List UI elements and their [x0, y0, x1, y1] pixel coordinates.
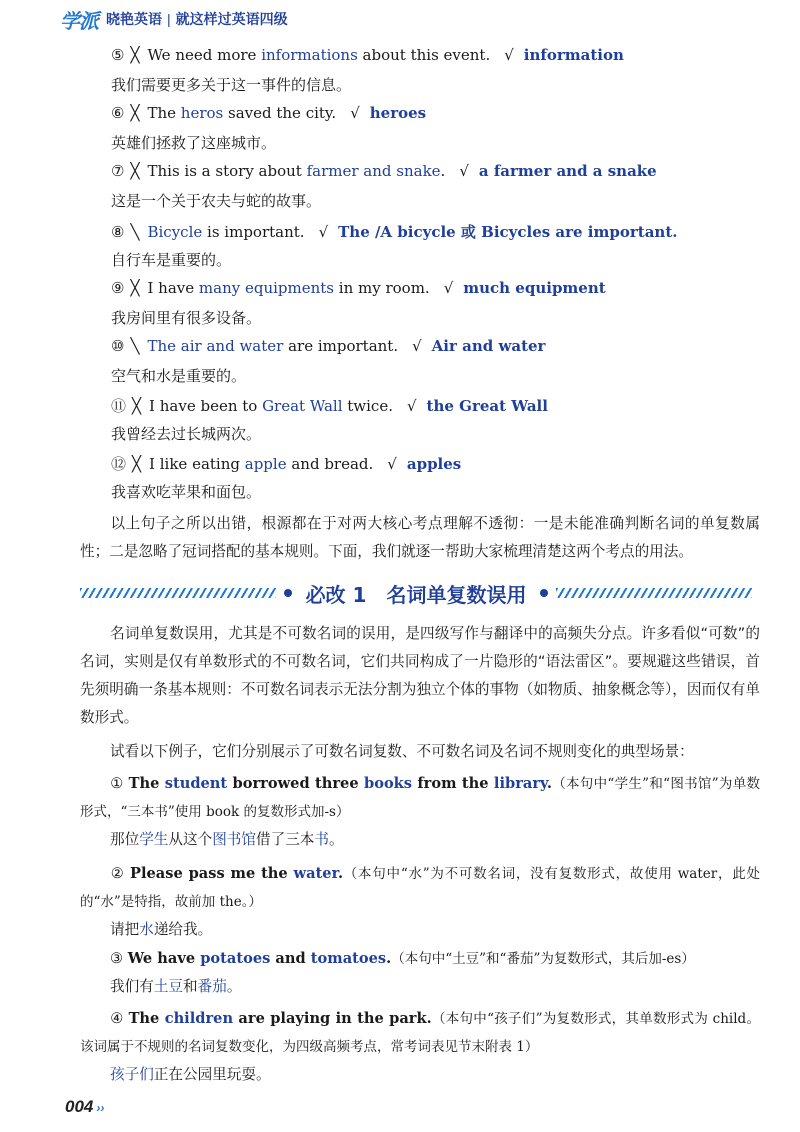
keyword-highlight: 书: [314, 831, 329, 848]
chinese-translation: [80, 831, 344, 848]
sentence-text: are playing in the park.: [233, 1010, 432, 1027]
sentence-text: This is a story about: [147, 162, 307, 181]
wrong-mark-icon: ╳: [132, 455, 142, 474]
grammar-note: （本句中“水”为不可数名词，没有复数形式，故使用 water，此处的“水”是特指，故前加 the。）: [80, 866, 760, 910]
keyword-highlight: water: [293, 865, 338, 882]
check-mark-icon: √: [406, 397, 417, 416]
keyword-highlight: 土豆: [153, 978, 183, 995]
banner-dot-left: [284, 589, 292, 597]
check-mark-icon: √: [504, 46, 514, 64]
grammar-note: （本句中“土豆”和“番茄”为复数形式，其后加-es）: [391, 951, 695, 967]
translation-text: 那位: [110, 831, 140, 848]
page-header: [60, 6, 288, 32]
wrong-mark-icon: ╳: [132, 397, 142, 416]
grammar-note: （本句中“学生”和“图书馆”为单数形式，“三本书”使用 book 的复数形式加-s）: [80, 776, 760, 820]
error-highlight: Great Wall: [262, 397, 343, 416]
correction: a farmer and a snake: [478, 162, 657, 181]
sentence-text: are important.: [283, 337, 399, 355]
chinese-translation: 英雄们拯救了这座城市。: [111, 134, 277, 153]
example-sentence: [111, 46, 624, 64]
error-highlight: many equipments: [198, 278, 335, 297]
banner-dot-right: [540, 589, 548, 597]
sample-block: [80, 770, 760, 854]
section-title: 必改 1 名词单复数误用: [305, 582, 527, 607]
wrong-mark-icon: ╳: [130, 104, 140, 123]
sentence-text: The: [128, 1010, 165, 1027]
intro-paragraph: 名词单复数误用，尤其是不可数名词的误用，是四级写作与翻译中的高频失分点。许多看似“可数”的名词，实则是仅有单数形式的不可数名词，它们共同构成了一片隐形的“语法雷区”。要规避这些错误，首先须明确一条基本规则：不可数名词表示无法分割为独立个体的事物（如物质、抽象概念等），因而仅有单数形式。: [80, 625, 760, 726]
sentence-text: .: [386, 950, 392, 967]
sentence-text: The: [128, 775, 165, 792]
grammar-note: （本句中“孩子们”为复数形式，其单数形式为 child。该词属于不规则的名词复数变化，为四级高频考点，常考词表见节末附表 1）: [80, 1011, 760, 1055]
wrong-mark-icon: ╲: [130, 337, 140, 355]
translation-text: 正在公园里玩耍。: [153, 1066, 271, 1083]
keyword-highlight: 图书馆: [212, 831, 256, 848]
example-number: ⑨: [111, 278, 125, 297]
wrong-mark-icon: ╲: [130, 222, 140, 241]
keyword-highlight: tomatoes: [310, 950, 387, 967]
sample-number: ④: [110, 1010, 129, 1027]
error-highlight: apple: [244, 455, 287, 474]
chinese-translation: 这是一个关于农夫与蛇的故事。: [111, 192, 322, 211]
correction: heroes: [369, 104, 427, 123]
example-number: ⑩: [111, 337, 125, 355]
chinese-translation: [80, 978, 241, 995]
book-title: 就这样过英语四级: [175, 11, 288, 27]
sentence-text: from the: [412, 775, 494, 792]
example-number: ⑧: [111, 222, 125, 241]
error-highlight: Bicycle: [147, 222, 203, 241]
error-highlight: heros: [180, 104, 224, 123]
sentence-text: .: [440, 162, 446, 181]
check-mark-icon: √: [318, 222, 329, 241]
example-sentence: [111, 221, 677, 242]
sentence-text: borrowed three: [227, 775, 364, 792]
arrow-icon: ››: [96, 1101, 105, 1115]
translation-text: 。: [329, 831, 344, 848]
sentence-text: I have: [147, 278, 199, 297]
sentence-text: is important.: [202, 222, 305, 241]
keyword-highlight: potatoes: [200, 950, 271, 967]
sentence-text: .: [546, 775, 552, 792]
example-number: ⑤: [111, 46, 125, 64]
keyword-highlight: 水: [139, 921, 154, 938]
sample-block: [80, 860, 760, 944]
sentence-text: twice.: [342, 397, 393, 416]
sentence-text: I have been to: [149, 397, 263, 416]
example-number: ⑥: [111, 104, 125, 123]
sample-block: [80, 1005, 760, 1089]
translation-text: 我们有: [110, 978, 154, 995]
chinese-translation: 我房间里有很多设备。: [111, 308, 262, 327]
check-mark-icon: √: [443, 278, 454, 297]
example-number: ⑦: [111, 162, 125, 181]
sentence-text: Please pass me the: [129, 865, 294, 882]
keyword-highlight: student: [164, 775, 228, 792]
sample-block: [80, 945, 760, 1001]
error-highlight: farmer and snake: [306, 162, 441, 181]
check-mark-icon: √: [387, 455, 397, 474]
sample-number: ③: [110, 950, 128, 967]
sentence-text: We need more: [147, 46, 262, 64]
correction: The /A bicycle 或 Bicycles are important.: [338, 222, 678, 241]
correction: Air and water: [431, 337, 546, 355]
chinese-translation: [80, 1066, 271, 1083]
summary-paragraph: 以上句子之所以出错，根源都在于对两大核心考点理解不透彻：一是未能准确判断名词的单复数属性；二是忽略了冠词搭配的基本规则。下面，我们就逐一帮助大家梳理清楚这两个考点的用法。: [80, 515, 760, 560]
chinese-translation: 我们需要更多关于这一事件的信息。: [111, 76, 352, 94]
publisher-logo: 学派: [60, 10, 98, 33]
section-banner: [80, 578, 752, 608]
translation-text: 。: [226, 978, 242, 995]
wrong-mark-icon: ╳: [130, 162, 140, 181]
wrong-mark-icon: ╳: [130, 278, 140, 297]
correction: the Great Wall: [426, 397, 548, 416]
check-mark-icon: √: [350, 104, 360, 123]
error-highlight: informations: [261, 46, 358, 64]
translation-text: 从这个: [168, 831, 213, 848]
sentence-text: and bread.: [286, 455, 374, 474]
keyword-highlight: 学生: [139, 831, 169, 848]
keyword-highlight: books: [364, 775, 412, 792]
translation-text: 借了三本: [256, 831, 315, 848]
sentence-text: The: [147, 104, 181, 123]
sentence-text: I like eating: [149, 455, 245, 474]
example-sentence: [111, 162, 657, 180]
keyword-highlight: 孩子们: [110, 1066, 154, 1083]
banner-hatch-right: [556, 588, 752, 598]
example-sentence: [111, 337, 545, 355]
page-number: 004 ››: [65, 1097, 105, 1116]
sentence-text: in my room.: [334, 278, 430, 297]
example-number: ⑫: [111, 455, 127, 474]
keyword-highlight: library: [493, 775, 547, 792]
keyword-highlight: 番茄: [197, 978, 227, 995]
check-mark-icon: √: [459, 162, 469, 181]
lead-sentence: 试看以下例子，它们分别展示了可数名词复数、不可数名词及名词不规则变化的典型场景：: [110, 743, 694, 760]
chinese-translation: 我喜欢吃苹果和面包。: [111, 483, 262, 502]
translation-text: 请把: [110, 921, 140, 938]
sentence-text: and: [270, 950, 311, 967]
translation-text: 和: [183, 978, 198, 995]
sample-number: ②: [110, 865, 130, 882]
correction: apples: [406, 455, 462, 474]
sentence-text: .: [337, 865, 344, 882]
chinese-translation: 自行车是重要的。: [111, 250, 232, 269]
header-separator: |: [167, 11, 171, 27]
example-sentence: [111, 104, 426, 122]
chinese-translation: 我曾经去过长城两次。: [111, 425, 262, 444]
correction: information: [523, 46, 624, 64]
sentence-text: We have: [127, 950, 201, 967]
example-sentence: [111, 279, 606, 297]
sentence-text: about this event.: [357, 46, 491, 64]
chinese-translation: 空气和水是重要的。: [111, 367, 247, 385]
translation-text: 递给我。: [153, 921, 213, 938]
correction: much equipment: [463, 278, 606, 297]
sentence-text: saved the city.: [223, 104, 337, 123]
error-highlight: The air and water: [147, 337, 284, 355]
wrong-mark-icon: ╳: [130, 46, 140, 64]
example-sentence: [111, 453, 461, 474]
check-mark-icon: √: [412, 337, 422, 355]
keyword-highlight: children: [164, 1010, 234, 1027]
banner-hatch-left: [80, 588, 276, 598]
chinese-translation: [80, 921, 212, 938]
sample-number: ①: [110, 775, 129, 792]
example-sentence: [111, 395, 548, 416]
brand-name: 晓艳英语: [106, 11, 162, 27]
example-number: ⑪: [111, 397, 127, 416]
